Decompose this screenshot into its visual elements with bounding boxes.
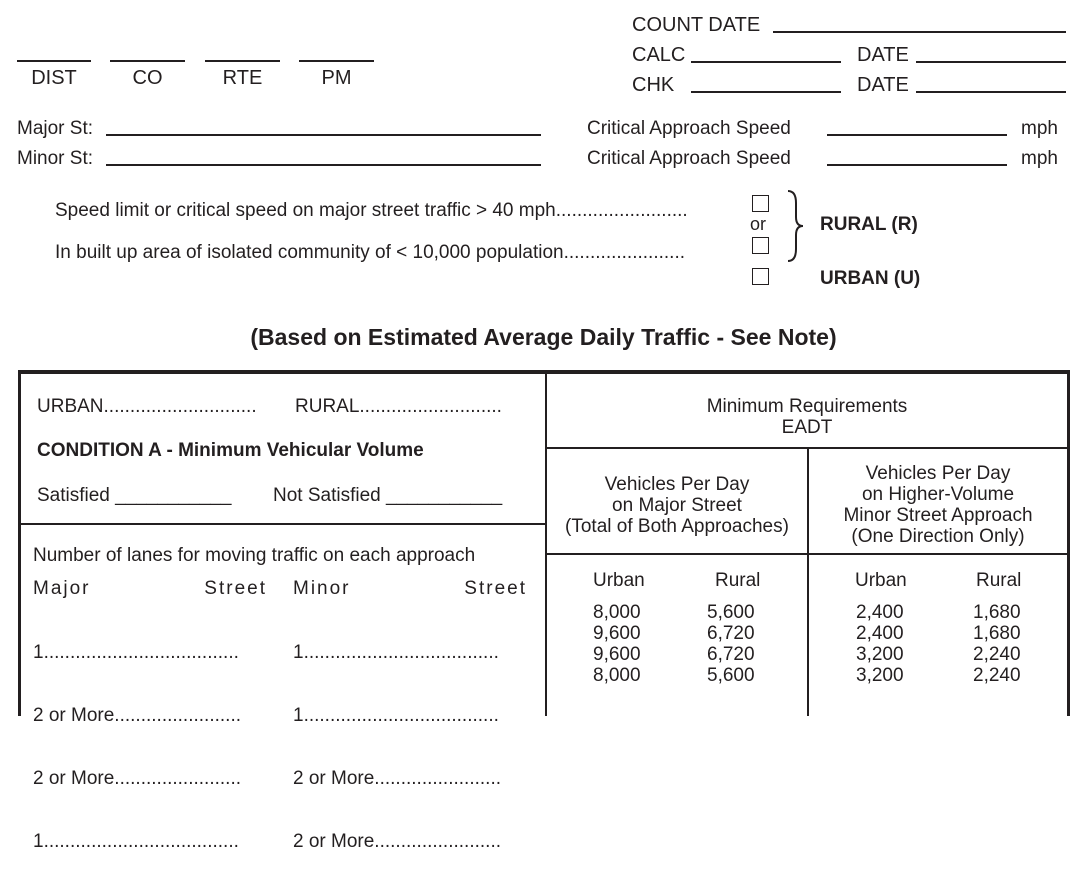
condition-title: CONDITION A - Minimum Vehicular Volume [37,440,424,461]
street-word-minor: Street [464,578,527,599]
urban-label: URBAN (U) [820,268,921,289]
community-criterion-text: In built up area of isolated community of < 10,000 population....................... [55,242,685,263]
table-cell: 5,600 [707,665,755,686]
major-word: Major [33,578,91,599]
list-item: 2 or More........................ [293,768,501,789]
table-cell: 6,720 [707,623,755,644]
count-date-blank[interactable] [773,31,1066,33]
chk-date-label: DATE [857,74,909,96]
urban-check-label[interactable]: URBAN............................. [37,396,257,417]
header-line: Minor Street Approach [843,505,1033,526]
list-item: 1..................................... [33,831,239,852]
urban-checkbox[interactable] [752,268,769,285]
table-cell: 9,600 [593,623,641,644]
or-label: or [750,214,767,234]
street-word-major: Street [204,578,267,599]
list-item: 1..................................... [293,705,499,726]
header-line: Vehicles Per Day [865,463,1011,484]
header-line: (One Direction Only) [851,526,1025,547]
calc-date-label: DATE [857,44,909,66]
lanes-heading: Number of lanes for moving traffic on each approach [33,545,476,566]
warrant-table [18,370,1070,852]
header-line: on Major Street [612,495,742,516]
critical-speed-blank-2[interactable] [827,164,1007,166]
major-street-blank[interactable] [106,134,541,136]
rural-label: RURAL (R) [820,214,918,235]
table-cell: 8,000 [593,665,641,686]
mph-unit-1: mph [1021,118,1058,139]
minor-urban-header: Urban [855,570,907,591]
list-item: 2 or More........................ [33,705,241,726]
satisfied-field[interactable]: Satisfied ___________ [37,485,232,506]
minor-street-blank[interactable] [106,164,541,166]
list-item: 1..................................... [33,642,239,663]
min-req-divider [545,447,1067,449]
table-cell: 2,400 [856,623,904,644]
right-brace-icon [786,189,806,263]
table-cell: 2,400 [856,602,904,623]
dist-blank[interactable] [17,60,91,62]
header-line: Vehicles Per Day [604,474,750,495]
list-item: 2 or More........................ [33,768,241,789]
co-label: CO [132,67,163,89]
pm-label: PM [321,67,352,89]
chk-label: CHK [632,74,675,96]
critical-speed-label-2: Critical Approach Speed [587,148,791,169]
not-satisfied-field[interactable]: Not Satisfied ___________ [273,485,503,506]
chk-date-blank[interactable] [916,91,1066,93]
major-rural-header: Rural [715,570,761,591]
dist-label: DIST [31,67,77,89]
minor-street-heading [293,578,527,600]
major-street-label: Major St: [17,118,94,139]
count-date-label: COUNT DATE [632,14,761,36]
critical-speed-blank-1[interactable] [827,134,1007,136]
table-cell: 3,200 [856,665,904,686]
minor-rural-values [973,602,1021,686]
table-cell: 1,680 [973,623,1021,644]
minor-word: Minor [293,578,351,599]
header-line: on Higher-Volume [861,484,1015,505]
list-item: 2 or More........................ [293,831,501,852]
table-cell: 6,720 [707,644,755,665]
major-urban-values [593,602,641,686]
calc-blank[interactable] [691,61,841,63]
speed-checkbox[interactable] [752,195,769,212]
calc-label: CALC [632,44,686,66]
major-street-heading [33,578,267,600]
major-urban-header: Urban [593,570,645,591]
rural-check-label[interactable]: RURAL........................... [295,396,502,417]
rte-blank[interactable] [205,60,280,62]
community-checkbox[interactable] [752,237,769,254]
table-cell: 2,240 [973,665,1021,686]
minor-urban-values [856,602,904,686]
min-requirements-header [547,396,1067,438]
critical-speed-label-1: Critical Approach Speed [587,118,791,139]
pm-blank[interactable] [299,60,374,62]
major-street-column-header [547,474,807,537]
min-requirements-title: Minimum Requirements [706,396,908,417]
column-header-divider [545,553,1067,555]
table-cell: 5,600 [707,602,755,623]
table-cell: 1,680 [973,602,1021,623]
minor-lanes-column [293,600,529,894]
co-blank[interactable] [110,60,185,62]
major-rural-values [707,602,755,686]
chk-blank[interactable] [691,91,841,93]
list-item: 1..................................... [293,642,499,663]
speed-criterion-text: Speed limit or critical speed on major street traffic > 40 mph......................... [55,200,688,221]
subtitle: (Based on Estimated Average Daily Traffic - See Note) [250,324,837,350]
calc-date-blank[interactable] [916,61,1066,63]
major-lanes-column [33,600,271,894]
rte-label: RTE [222,67,263,89]
minor-rural-header: Rural [976,570,1022,591]
condition-divider [21,523,545,525]
mph-unit-2: mph [1021,148,1058,169]
header-line: (Total of Both Approaches) [565,516,789,537]
minor-street-column-header [809,463,1067,547]
table-cell: 3,200 [856,644,904,665]
table-cell: 9,600 [593,644,641,665]
minor-street-label: Minor St: [17,148,94,169]
table-cell: 2,240 [973,644,1021,665]
eadt-label: EADT [781,417,833,438]
table-cell: 8,000 [593,602,641,623]
